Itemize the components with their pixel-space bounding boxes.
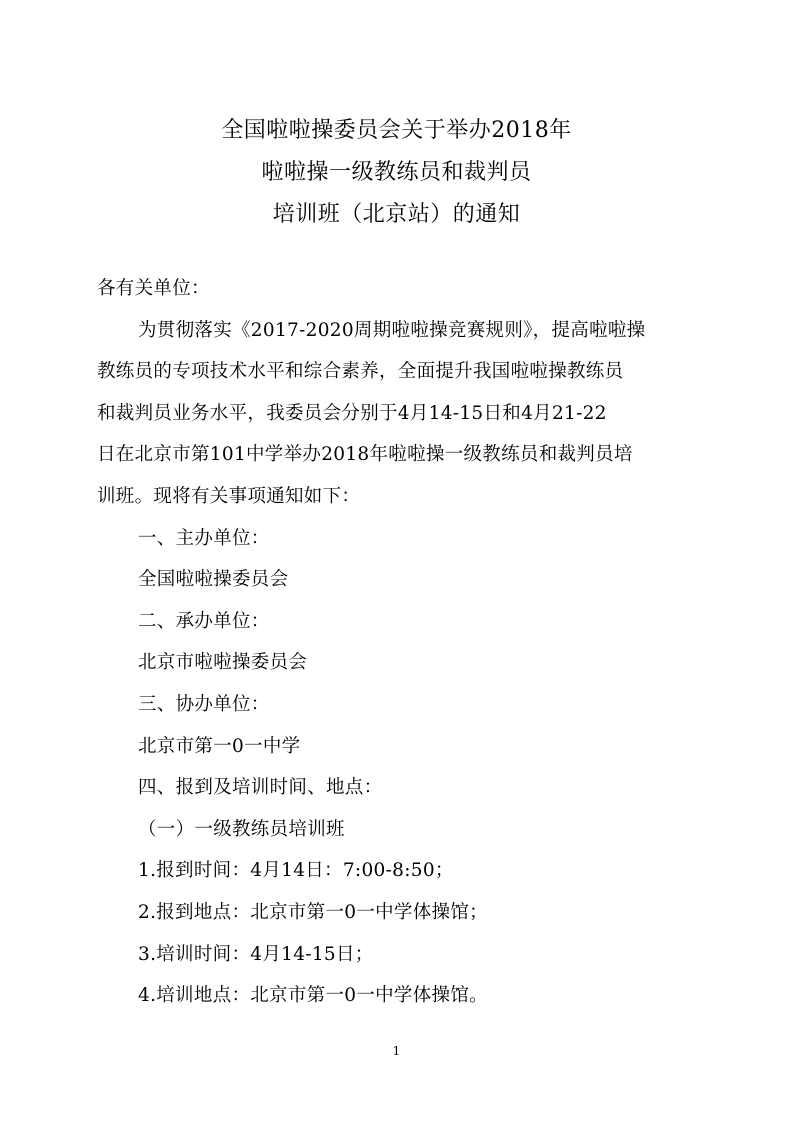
section-text-co-organizer: 北京市第一0一中学 — [138, 735, 301, 757]
document-body — [97, 268, 711, 1017]
list-item-training-time: 3.培训时间：4月14-15日； — [138, 943, 374, 965]
title-line-2: 啦啦操一级教练员和裁判员 — [261, 160, 532, 185]
list-item-checkin-place: 2.报到地点：北京市第一0一中学体操馆； — [138, 901, 488, 923]
list-item-checkin-time: 1.报到时间：4月14日：7:00-8:50； — [138, 860, 454, 882]
title-line-3: 培训班（北京站）的通知 — [272, 202, 521, 227]
intro-line-5: 训班。现将有关事项通知如下： — [97, 485, 361, 507]
section-heading-schedule: 四、报到及培训时间、地点： — [138, 777, 383, 799]
section-heading-undertaker: 二、承办单位： — [138, 610, 270, 632]
page-number: 1 — [392, 1044, 401, 1058]
salutation: 各有关单位： — [97, 278, 210, 299]
document-title — [0, 110, 793, 236]
intro-line-2: 教练员的专项技术水平和综合素养，全面提升我国啦啦操教练员 — [97, 361, 624, 383]
intro-line-3: 和裁判员业务水平，我委员会分别于4月14-15日和4月21-22 — [97, 402, 607, 424]
intro-line-1: 为贯彻落实《2017-2020周期啦啦操竞赛规则》，提高啦啦操 — [138, 319, 646, 341]
intro-line-4: 日在北京市第101中学举办2018年啦啦操一级教练员和裁判员培 — [97, 444, 633, 466]
title-line-1: 全国啦啦操委员会关于举办2018年 — [221, 118, 572, 143]
section-text-undertaker: 北京市啦啦操委员会 — [138, 652, 308, 674]
subsection-coach-training: （一）一级教练员培训班 — [138, 818, 345, 840]
section-text-organizer: 全国啦啦操委员会 — [138, 569, 289, 591]
section-heading-organizer: 一、主办单位： — [138, 527, 270, 549]
section-heading-co-organizer: 三、协办单位： — [138, 693, 270, 715]
list-item-training-place: 4.培训地点：北京市第一0一中学体操馆。 — [138, 985, 488, 1007]
